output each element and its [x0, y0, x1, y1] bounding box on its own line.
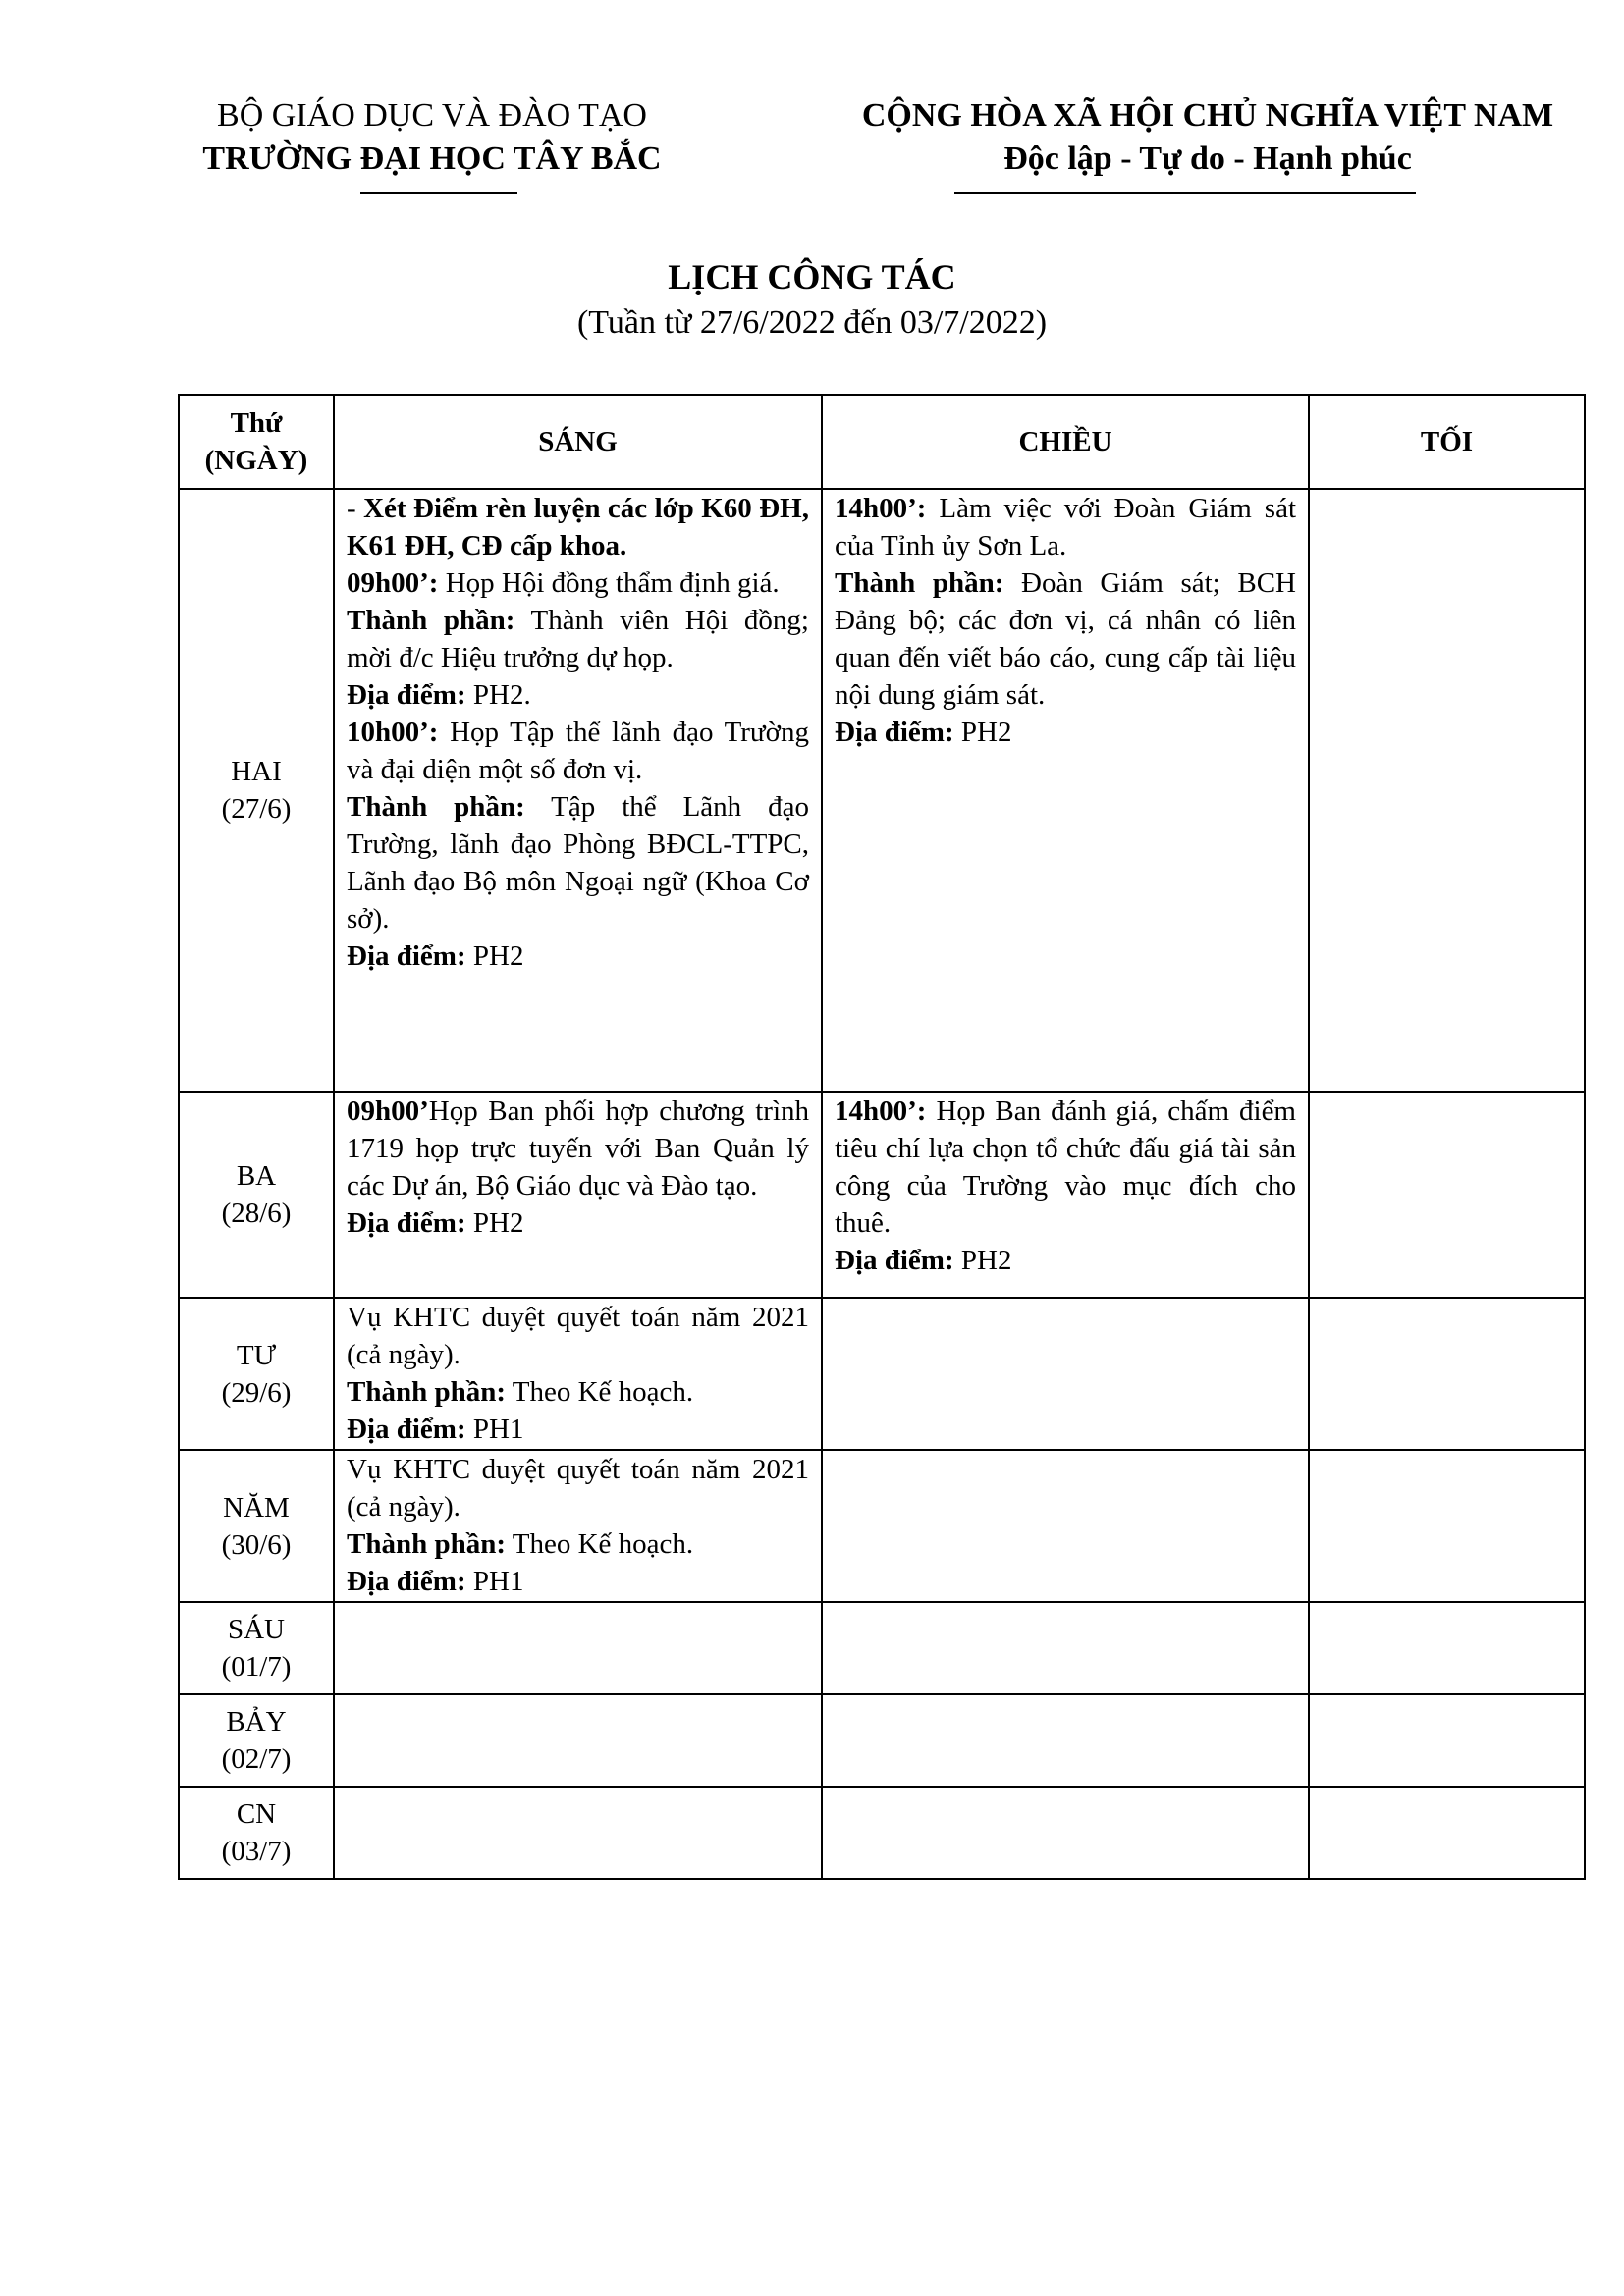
- entry-label: Địa điểm:: [347, 1566, 466, 1597]
- entry-label: Thành phần:: [347, 1528, 507, 1560]
- morning-entry: [347, 490, 809, 564]
- entry-label: 09h00’: [347, 1095, 429, 1127]
- motto: Độc lập - Tự do - Hạnh phúc: [1003, 140, 1412, 177]
- entry-label: 10h00’:: [347, 717, 439, 748]
- issuer-underline: [360, 192, 517, 194]
- evening-cell: [1309, 1787, 1585, 1879]
- entry-label: 14h00’:: [835, 493, 927, 524]
- morning-content: [347, 1299, 809, 1448]
- day-name: CN: [236, 1798, 277, 1830]
- table-row: [179, 1694, 1585, 1787]
- university-name: TRƯỜNG ĐẠI HỌC TÂY BẮC: [202, 140, 662, 177]
- table-row: [179, 1787, 1585, 1879]
- entry-label: 09h00’:: [347, 567, 439, 599]
- entry-label: Địa điểm:: [347, 679, 466, 711]
- entry-text: Theo Kế hoạch.: [506, 1528, 694, 1560]
- day-date: (27/6): [221, 793, 292, 825]
- day-date: (03/7): [221, 1836, 292, 1867]
- day-cell: [179, 1092, 334, 1298]
- morning-entry: [347, 1299, 809, 1373]
- table-header-row: [179, 395, 1585, 489]
- entry-label: Địa điểm:: [347, 1207, 466, 1239]
- day-cell: [179, 1450, 334, 1602]
- day-name: NĂM: [223, 1491, 290, 1523]
- day-name: BA: [236, 1160, 277, 1192]
- day-cell: [179, 1694, 334, 1787]
- entry-text: Họp Hội đồng thẩm định giá.: [438, 567, 780, 599]
- ministry-name: BỘ GIÁO DỤC VÀ ĐÀO TẠO: [217, 97, 647, 133]
- entry-text: Họp Ban phối hợp chương trình 1719 họp trực tuyến với Ban Quản lý các Dự án, Bộ Giáo dục và Đào tạo.: [347, 1095, 809, 1201]
- entry-text: PH1: [465, 1414, 524, 1445]
- entry-label: Thành phần:: [347, 605, 515, 636]
- morning-entry: [347, 714, 809, 788]
- afternoon-content: [835, 490, 1296, 751]
- header-day-sublabel: (NGÀY): [204, 445, 308, 476]
- morning-entry: [347, 602, 809, 676]
- entry-text: PH2: [465, 1207, 524, 1239]
- morning-cell: [334, 1298, 822, 1450]
- day-cell: [179, 1602, 334, 1694]
- entry-text: Thành viên Hội đồng; mời đ/c Hiệu trưởng dự họp.: [347, 605, 809, 673]
- morning-entry: [347, 1451, 809, 1525]
- entry-text: PH1: [465, 1566, 524, 1597]
- entry-text: Vụ KHTC duyệt quyết toán năm 2021 (cả ngày).: [347, 1454, 809, 1522]
- day-cell: [179, 1298, 334, 1450]
- country-name: CỘNG HÒA XÃ HỘI CHỦ NGHĨA VIỆT NAM: [861, 97, 1554, 133]
- schedule-table: [178, 394, 1586, 1880]
- table-row: [179, 1602, 1585, 1694]
- morning-entry: [347, 1204, 809, 1242]
- day-name: HAI: [231, 756, 282, 787]
- evening-cell: [1309, 1298, 1585, 1450]
- afternoon-cell: [822, 489, 1309, 1092]
- entry-text: Họp Tập thể lãnh đạo Trường và đại diện một số đơn vị.: [347, 717, 809, 785]
- morning-entry: [347, 1093, 809, 1204]
- entry-text: Tập thể Lãnh đạo Trường, lãnh đạo Phòng BĐCL-TTPC, Lãnh đạo Bộ môn Ngoại ngữ (Khoa Cơ sở).: [347, 791, 809, 934]
- entry-label: Thành phần:: [835, 567, 1004, 599]
- afternoon-entry: [835, 1242, 1296, 1279]
- day-date: (29/6): [221, 1376, 292, 1409]
- table-row: [179, 1092, 1585, 1298]
- afternoon-cell: [822, 1298, 1309, 1450]
- afternoon-entry: [835, 714, 1296, 751]
- day-date: (02/7): [221, 1743, 292, 1775]
- morning-entry: [347, 1525, 809, 1563]
- entry-text: Họp Ban đánh giá, chấm điểm tiêu chí lựa chọn tổ chức đấu giá tài sản công của Trường vào mục đích cho thuê.: [835, 1095, 1296, 1239]
- day-name: SÁU: [227, 1614, 285, 1645]
- morning-entry: [347, 1411, 809, 1448]
- header-afternoon: CHIỀU: [822, 395, 1309, 489]
- entry-label: Địa điểm:: [347, 940, 466, 972]
- day-date: (01/7): [221, 1651, 292, 1682]
- evening-cell: [1309, 1450, 1585, 1602]
- morning-cell: [334, 1450, 822, 1602]
- entry-label: Xét Điểm rèn luyện các lớp K60 ĐH, K61 ĐH, CĐ cấp khoa.: [347, 493, 809, 561]
- evening-cell: [1309, 489, 1585, 1092]
- entry-prefix: -: [347, 493, 364, 524]
- morning-cell: [334, 1092, 822, 1298]
- morning-cell: [334, 1602, 822, 1694]
- entry-label: Địa điểm:: [835, 717, 954, 748]
- morning-content: [347, 1093, 809, 1242]
- entry-text: PH2: [953, 717, 1012, 748]
- entry-text: PH2: [953, 1245, 1012, 1276]
- afternoon-entry: [835, 490, 1296, 564]
- table-row: [179, 489, 1585, 1092]
- morning-entry: [347, 937, 809, 975]
- afternoon-entry: [835, 1093, 1296, 1242]
- day-date: (28/6): [221, 1198, 292, 1229]
- morning-entry: [347, 676, 809, 714]
- entry-label: 14h00’:: [835, 1095, 927, 1127]
- afternoon-cell: [822, 1602, 1309, 1694]
- table-row: [179, 1298, 1585, 1450]
- entry-text: PH2: [465, 940, 524, 972]
- afternoon-entry: [835, 564, 1296, 714]
- morning-cell: [334, 489, 822, 1092]
- afternoon-cell: [822, 1092, 1309, 1298]
- afternoon-cell: [822, 1694, 1309, 1787]
- morning-entry: [347, 1563, 809, 1600]
- day-cell: [179, 1787, 334, 1879]
- morning-cell: [334, 1787, 822, 1879]
- entry-label: Thành phần:: [347, 791, 525, 823]
- entry-label: Địa điểm:: [347, 1414, 466, 1445]
- afternoon-content: [835, 1093, 1296, 1279]
- entry-text: Theo Kế hoạch.: [506, 1376, 694, 1408]
- morning-entry: [347, 564, 809, 602]
- day-name: TƯ: [236, 1339, 277, 1371]
- header-evening: TỐI: [1309, 395, 1585, 489]
- entry-text: Vụ KHTC duyệt quyết toán năm 2021 (cả ngày).: [347, 1302, 809, 1370]
- document-subtitle: (Tuần từ 27/6/2022 đến 03/7/2022): [576, 304, 1048, 341]
- day-name: BẢY: [226, 1706, 287, 1737]
- national-motto-block: [810, 94, 1605, 181]
- day-cell: [179, 489, 334, 1092]
- header-day: [179, 395, 334, 489]
- issuer-block: [187, 94, 677, 181]
- entry-label: Địa điểm:: [835, 1245, 954, 1276]
- entry-text: Làm việc với Đoàn Giám sát của Tỉnh ủy Sơn La.: [835, 493, 1296, 561]
- header-day-label: Thứ: [230, 407, 283, 439]
- evening-cell: [1309, 1602, 1585, 1694]
- morning-entry: [347, 1373, 809, 1411]
- morning-content: [347, 490, 809, 975]
- morning-entry: [347, 788, 809, 937]
- morning-content: [347, 1451, 809, 1600]
- entry-text: PH2.: [465, 679, 531, 711]
- evening-cell: [1309, 1694, 1585, 1787]
- document-title: LỊCH CÔNG TÁC: [668, 257, 956, 296]
- motto-underline: [954, 192, 1416, 194]
- table-row: [179, 1450, 1585, 1602]
- evening-cell: [1309, 1092, 1585, 1298]
- entry-label: Thành phần:: [347, 1376, 507, 1408]
- afternoon-cell: [822, 1450, 1309, 1602]
- morning-cell: [334, 1694, 822, 1787]
- entry-text: Đoàn Giám sát; BCH Đảng bộ; các đơn vị, cá nhân có liên quan đến viết báo cáo, cung cấp tài liệu nội dung giám sát.: [835, 567, 1296, 711]
- header-morning: SÁNG: [334, 395, 822, 489]
- day-date: (30/6): [221, 1528, 292, 1561]
- afternoon-cell: [822, 1787, 1309, 1879]
